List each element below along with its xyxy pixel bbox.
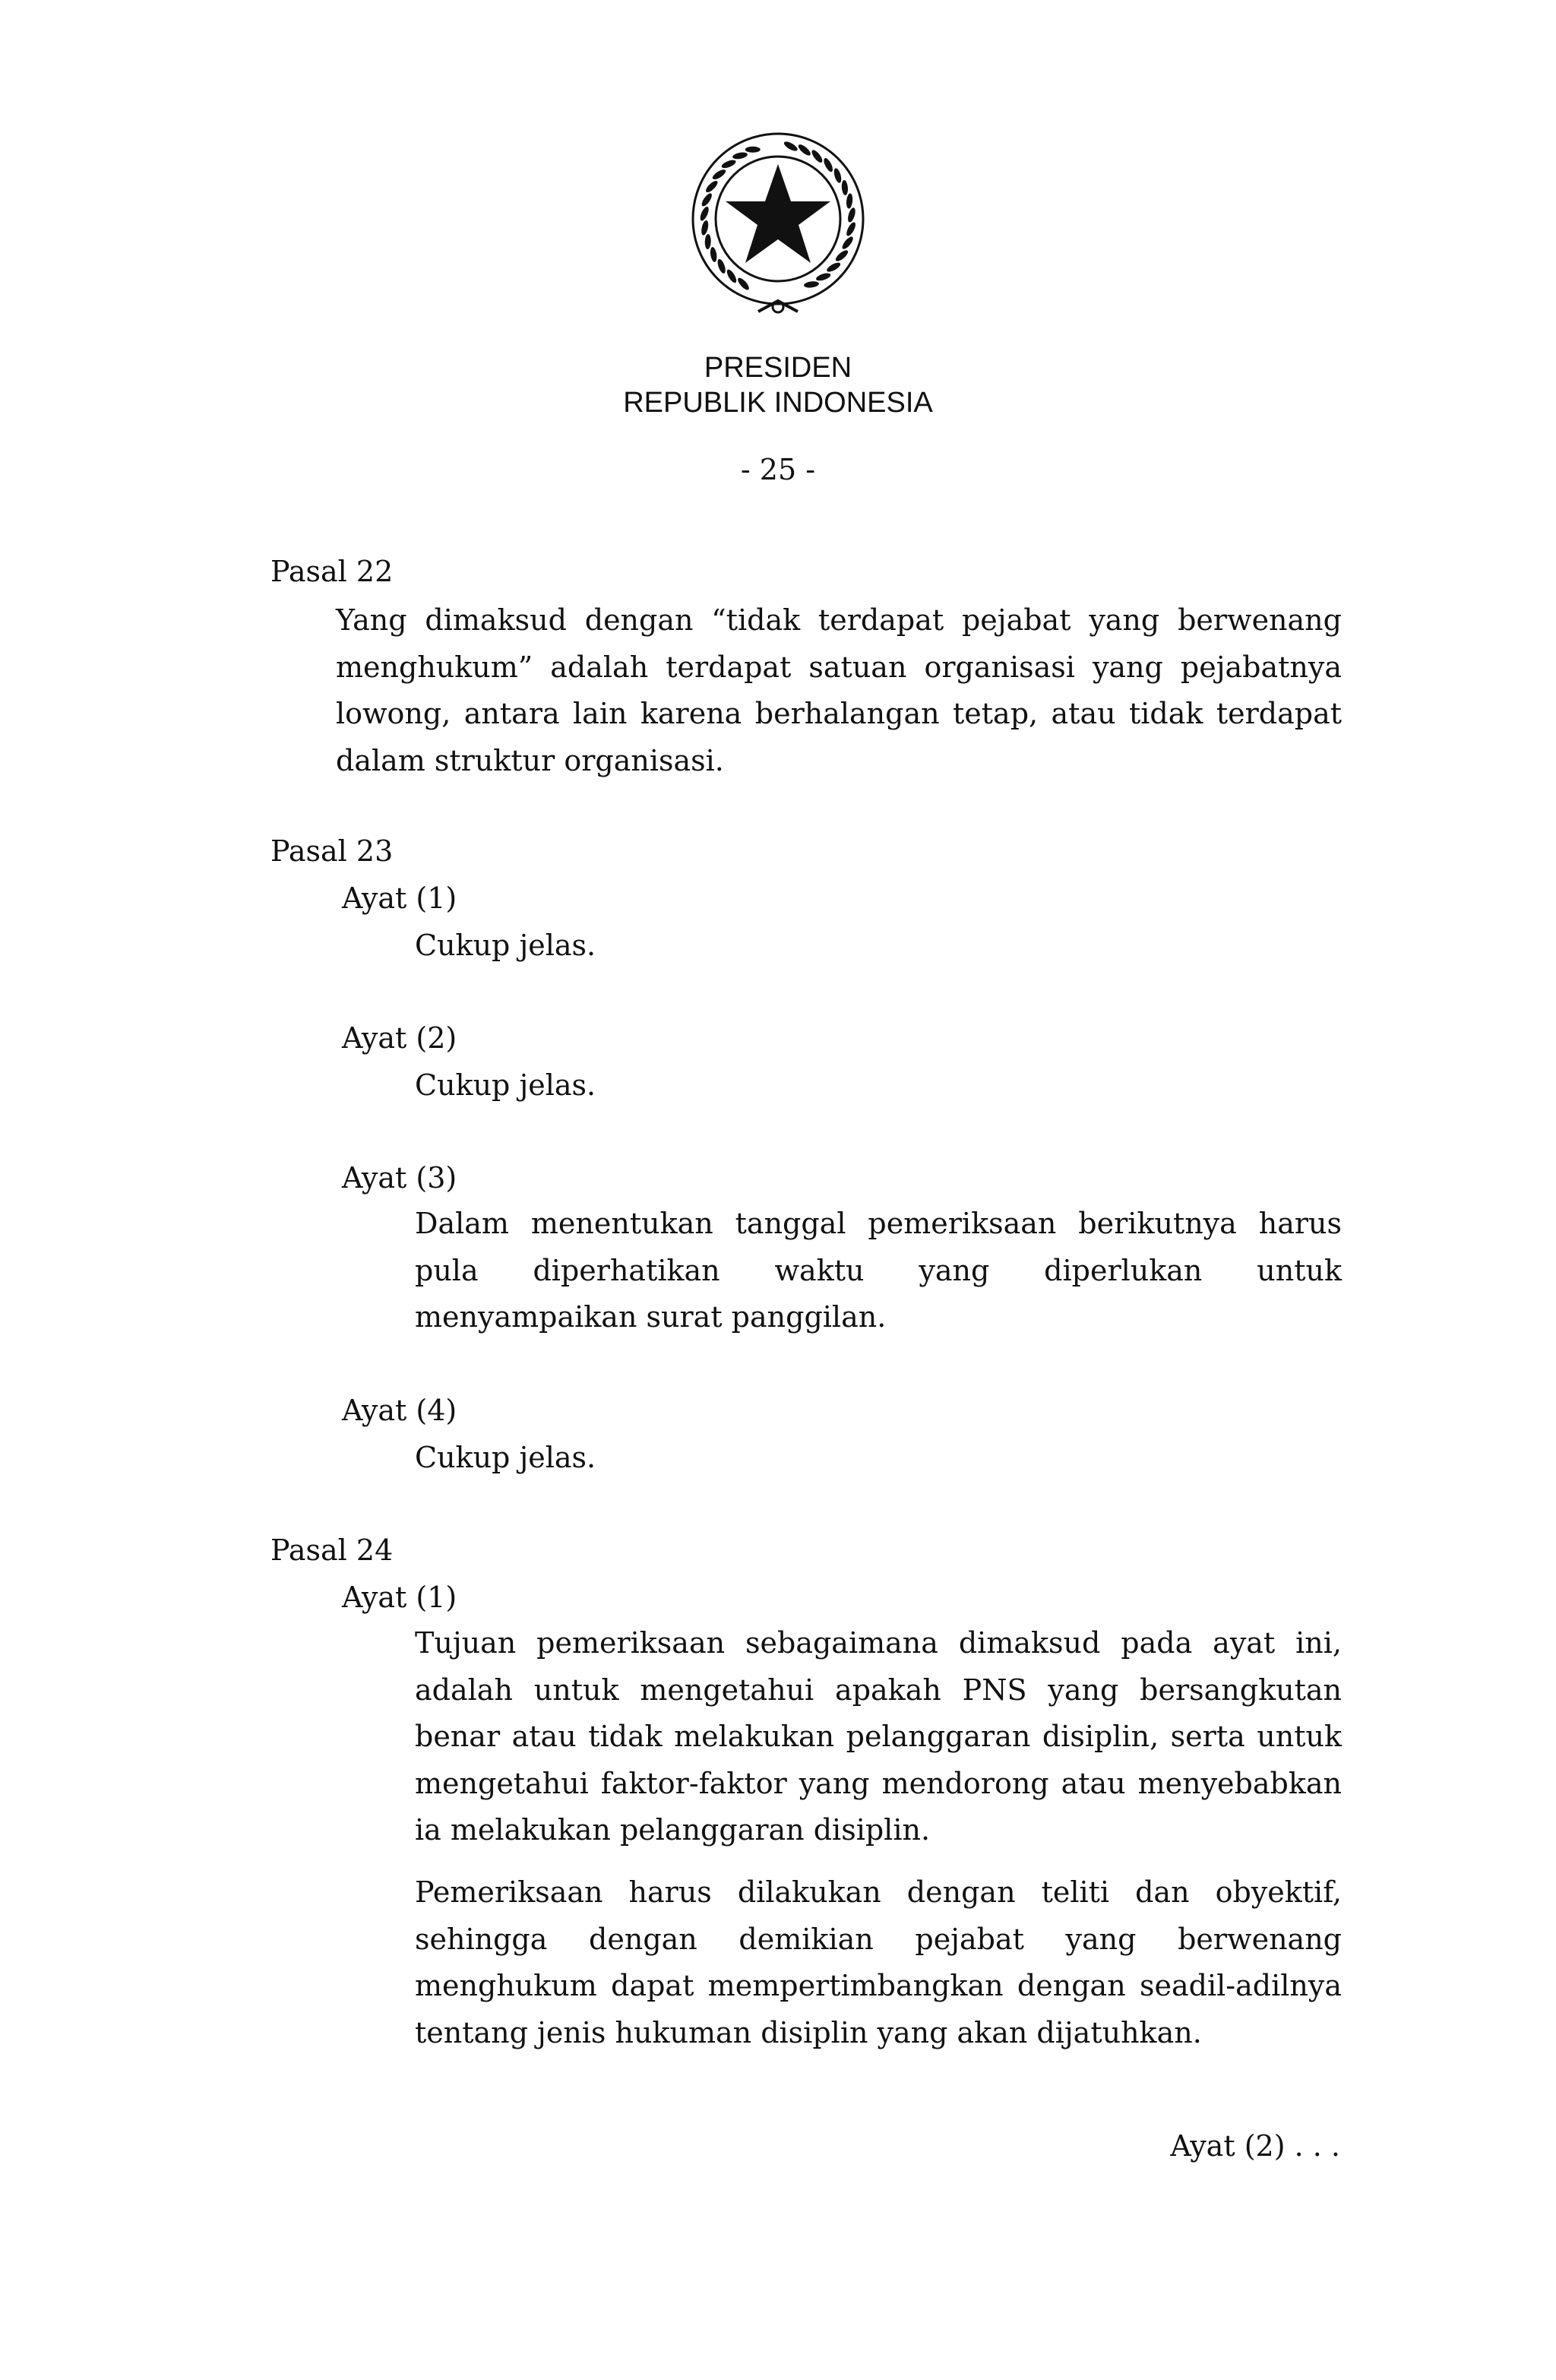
wreath-leaf-icon: [833, 167, 843, 183]
pasal-23-ayat-1-text: Cukup jelas.: [415, 929, 596, 962]
wreath-leaf-icon: [745, 147, 761, 153]
wreath-leaf-icon: [716, 258, 727, 275]
wreath-leaf-icon: [710, 246, 718, 262]
wreath-leaf-icon: [815, 272, 831, 283]
wreath-leaf-icon: [711, 168, 727, 182]
pasal-23-ayat-2-label: Ayat (2): [342, 1021, 457, 1055]
wreath-leaf-icon: [704, 179, 719, 195]
wreath-leaf-icon: [845, 221, 857, 237]
wreath-leaf-icon: [810, 148, 824, 164]
wreath-leaf-icon: [841, 180, 849, 196]
pasal-23-ayat-1-label: Ayat (1): [342, 881, 457, 915]
wreath-leaf-icon: [826, 261, 842, 274]
pasal-24-ayat-1-label: Ayat (1): [342, 1581, 457, 1614]
pasal-24-ayat-1-paragraph-1: Tujuan pemeriksaan sebagaimana dimaksud pada ayat ini, adalah untuk mengetahui apakah PNS yang bersangkutan benar atau tidak melakukan pelanggaran disiplin, serta untuk mengetahui faktor-faktor yang mendorong atau menyebabkan ia melakukan pelanggaran disiplin.: [415, 1626, 1342, 1847]
wreath-leaf-icon: [701, 220, 710, 236]
pasal-23-ayat-4-label: Ayat (4): [342, 1394, 457, 1427]
pasal-23-ayat-3-text: Dalam menentukan tanggal pemeriksaan berikutnya harus pula diperhatikan waktu yang diperlukan untuk menyampaikan surat panggilan.: [415, 1207, 1342, 1334]
pasal-23-ayat-4-text: Cukup jelas.: [415, 1441, 596, 1474]
wreath-leaf-icon: [846, 207, 856, 223]
continuation-text: Ayat (2) . . .: [1170, 2129, 1340, 2163]
wreath-leaf-icon: [700, 191, 713, 207]
wreath-leaf-icon: [804, 280, 820, 288]
pasal-22-text: Yang dimaksud dengan “tidak terdapat pejabat yang berwenang menghukum” adalah terdapat satuan organisasi yang pejabatnya lowong, antara lain karena berhalangan tetap, atau tidak terdapat dalam struktur organisasi.: [336, 603, 1342, 777]
pasal-23-ayat-2-text: Cukup jelas.: [415, 1068, 596, 1102]
wreath-leaf-icon: [783, 140, 799, 153]
pasal-24-heading: Pasal 24: [270, 1533, 394, 1567]
page-number: - 25 -: [740, 453, 816, 486]
header-title: PRESIDEN: [704, 352, 852, 384]
pasal-23-heading: Pasal 23: [270, 834, 394, 868]
wreath-leaf-icon: [698, 205, 710, 222]
wreath-leaf-icon: [704, 234, 711, 249]
pasal-24-ayat-1-paragraph-2: Pemeriksaan harus dilakukan dengan teliti dan obyektif, sehingga dengan demikian pejabat yang berwenang menghukum dapat mempertimbangkan dengan seadil-adilnya tentang jenis hukuman disiplin yang akan dijatuhkan.: [415, 1875, 1342, 2049]
header-subtitle: REPUBLIK INDONESIA: [623, 387, 933, 419]
wreath-leaf-icon: [834, 248, 849, 263]
pasal-23-ayat-3-label: Ayat (3): [342, 1161, 457, 1195]
wreath-leaf-icon: [725, 268, 738, 284]
wreath-leaf-icon: [720, 158, 737, 169]
wreath-leaf-icon: [736, 276, 751, 291]
wreath-leaf-icon: [797, 143, 812, 157]
wreath-leaf-icon: [732, 151, 748, 160]
wreath-leaf-icon: [846, 193, 853, 209]
wreath-leaf-icon: [822, 157, 834, 172]
pasal-22-heading: Pasal 22: [270, 555, 394, 588]
wreath-leaf-icon: [840, 235, 855, 251]
presidential-emblem-icon: [679, 125, 877, 322]
